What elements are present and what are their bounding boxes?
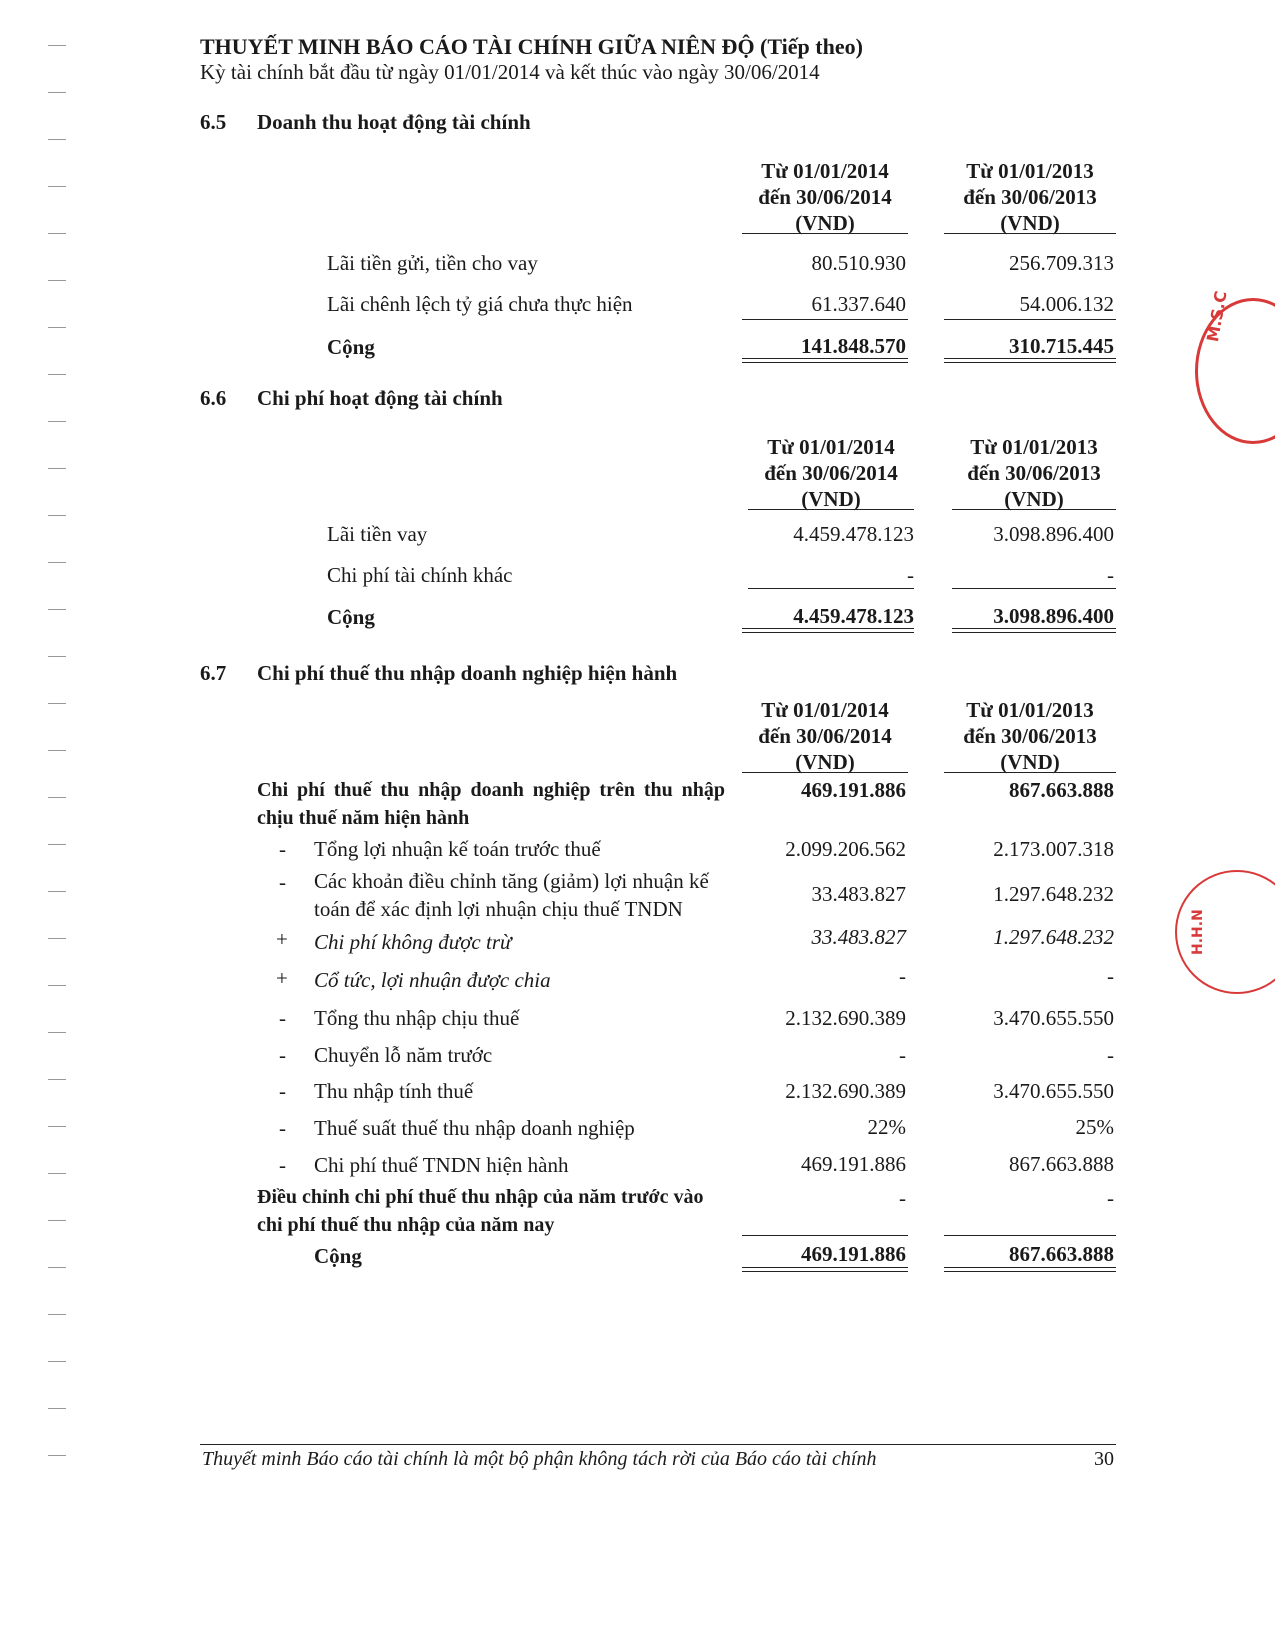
subtotal-rule-prior: [944, 319, 1116, 320]
row-bullet: -: [279, 837, 286, 861]
row-bullet: -: [279, 1153, 286, 1177]
row-value-prior: 256.709.313: [1009, 251, 1114, 275]
row-value-prior: -: [1107, 964, 1114, 988]
footer-note: Thuyết minh Báo cáo tài chính là một bộ phận không tách rời của Báo cáo tài chính: [202, 1448, 877, 1470]
margin-tick: [48, 609, 66, 610]
margin-tick: [48, 938, 66, 939]
row-value-current: -: [907, 563, 914, 587]
total-value-prior: 310.715.445: [1009, 334, 1114, 358]
row-value-current: 33.483.827: [811, 925, 906, 949]
margin-tick: [48, 1314, 66, 1315]
row-label: Lãi tiền vay: [327, 522, 428, 546]
section-title-6-6: Chi phí hoạt động tài chính: [257, 386, 503, 410]
row-value-current: 2.132.690.389: [785, 1006, 906, 1030]
footer-rule: [200, 1444, 1116, 1445]
row-bullet: -: [279, 870, 286, 894]
row-value-prior: -: [1107, 1043, 1114, 1067]
margin-tick: [48, 1455, 66, 1456]
row-label: Các khoản điều chỉnh tăng (giảm) lợi nhuận kế toán để xác định lợi nhuận chịu thuế TNDN: [314, 869, 709, 921]
margin-tick: [48, 186, 66, 187]
row-label: Chi phí thuế TNDN hiện hành: [314, 1153, 569, 1177]
row-value-prior: 1.297.648.232: [993, 882, 1114, 906]
column-header-current: Từ 01/01/2014 đến 30/06/2014 (VND): [764, 435, 898, 511]
margin-tick: [48, 844, 66, 845]
total-value-prior: 867.663.888: [1009, 1242, 1114, 1266]
subtotal-rule-current: [742, 319, 908, 320]
header-rule-current: [742, 772, 908, 773]
row-bullet: +: [276, 966, 288, 990]
total-value-prior: 3.098.896.400: [993, 604, 1114, 628]
column-header-current: Từ 01/01/2014 đến 30/06/2014 (VND): [758, 698, 892, 774]
row-label: Tổng thu nhập chịu thuế: [314, 1006, 520, 1030]
row-label: Lãi chênh lệch tỷ giá chưa thực hiện: [327, 292, 633, 316]
header-rule-current: [742, 233, 908, 234]
margin-tick: [48, 45, 66, 46]
row-value-prior: -: [1107, 563, 1114, 587]
row-label: Cổ tức, lợi nhuận được chia: [314, 968, 551, 992]
row-value-prior: 3.470.655.550: [993, 1006, 1114, 1030]
total-double-rule-current: [742, 358, 908, 363]
margin-tick: [48, 1267, 66, 1268]
total-label: Cộng: [314, 1244, 362, 1268]
row-value-current: 22%: [867, 1115, 906, 1139]
header-rule-prior: [944, 233, 1116, 234]
header-rule-prior: [952, 509, 1116, 510]
row-label: Thuế suất thuế thu nhập doanh nghiệp: [314, 1116, 635, 1140]
margin-tick: [48, 421, 66, 422]
section-number-6-7: 6.7: [200, 661, 227, 685]
total-double-rule-prior: [944, 1267, 1116, 1272]
adjustment-row-label: Điều chỉnh chi phí thuế thu nhập của năm trước vào chi phí thuế thu nhập của năm nay: [257, 1186, 704, 1236]
row-value-current: 2.099.206.562: [785, 837, 906, 861]
row-value-current: -: [899, 964, 906, 988]
row-value-prior: 3.098.896.400: [993, 522, 1114, 546]
header-rule-prior: [944, 772, 1116, 773]
main-row-value-prior: 867.663.888: [1009, 778, 1114, 802]
row-value-prior: 3.470.655.550: [993, 1079, 1114, 1103]
total-double-rule-current: [742, 628, 914, 633]
column-header-prior: Từ 01/01/2013 đến 30/06/2013 (VND): [963, 698, 1097, 774]
section-title-6-5: Doanh thu hoạt động tài chính: [257, 110, 531, 134]
row-bullet: -: [279, 1116, 286, 1140]
adjustment-value-current: -: [899, 1186, 906, 1210]
margin-tick: [48, 139, 66, 140]
margin-tick: [48, 1032, 66, 1033]
row-value-current: 4.459.478.123: [793, 522, 914, 546]
margin-tick: [48, 1361, 66, 1362]
margin-tick: [48, 750, 66, 751]
subtotal-rule-current: [748, 588, 914, 589]
row-label: Lãi tiền gửi, tiền cho vay: [327, 251, 538, 275]
section-title-6-7: Chi phí thuế thu nhập doanh nghiệp hiện hành: [257, 661, 678, 685]
total-double-rule-prior: [944, 358, 1116, 363]
margin-tick: [48, 797, 66, 798]
row-label: Thu nhập tính thuế: [314, 1079, 474, 1103]
page-number: 30: [1094, 1448, 1114, 1470]
total-double-rule-prior: [952, 628, 1116, 633]
row-value-prior: 1.297.648.232: [993, 925, 1114, 949]
row-label: Chuyển lỗ năm trước: [314, 1043, 493, 1067]
row-label: Tổng lợi nhuận kế toán trước thuế: [314, 837, 601, 861]
row-value-prior: 867.663.888: [1009, 1152, 1114, 1176]
adjustment-value-prior: -: [1107, 1186, 1114, 1210]
margin-tick: [48, 327, 66, 328]
row-value-prior: 54.006.132: [1019, 292, 1114, 316]
subtotal-rule-current: [742, 1235, 908, 1236]
stamp-text-top: M.S.C: [1203, 289, 1231, 344]
row-value-current: 2.132.690.389: [785, 1079, 906, 1103]
row-value-current: -: [899, 1043, 906, 1067]
row-bullet: -: [279, 1006, 286, 1030]
margin-tick: [48, 1079, 66, 1080]
row-bullet: -: [279, 1043, 286, 1067]
margin-tick: [48, 985, 66, 986]
margin-tick: [48, 562, 66, 563]
total-value-current: 4.459.478.123: [793, 604, 914, 628]
total-double-rule-current: [742, 1267, 908, 1272]
page-subtitle: Kỳ tài chính bắt đầu từ ngày 01/01/2014 và kết thúc vào ngày 30/06/2014: [200, 60, 820, 84]
margin-tick: [48, 92, 66, 93]
total-value-current: 469.191.886: [801, 1242, 906, 1266]
margin-tick: [48, 1126, 66, 1127]
stamp-text-bottom: H.H.N: [1190, 909, 1206, 955]
margin-tick: [48, 1173, 66, 1174]
row-label: Chi phí không được trừ: [314, 930, 512, 954]
margin-tick: [48, 656, 66, 657]
margin-tick: [48, 280, 66, 281]
row-value-current: 33.483.827: [811, 882, 906, 906]
section-number-6-6: 6.6: [200, 386, 227, 410]
total-label: Cộng: [327, 605, 375, 629]
margin-tick: [48, 1408, 66, 1409]
column-header-prior: Từ 01/01/2013 đến 30/06/2013 (VND): [963, 159, 1097, 235]
margin-tick: [48, 891, 66, 892]
column-header-current: Từ 01/01/2014 đến 30/06/2014 (VND): [758, 159, 892, 235]
row-value-current: 61.337.640: [811, 292, 906, 316]
margin-tick: [48, 233, 66, 234]
row-value-prior: 25%: [1075, 1115, 1114, 1139]
section-number-6-5: 6.5: [200, 110, 227, 134]
row-value-prior: 2.173.007.318: [993, 837, 1114, 861]
column-header-prior: Từ 01/01/2013 đến 30/06/2013 (VND): [967, 435, 1101, 511]
total-label: Cộng: [327, 335, 375, 359]
subtotal-rule-prior: [944, 1235, 1116, 1236]
margin-tick: [48, 468, 66, 469]
header-rule-current: [748, 509, 914, 510]
margin-tick: [48, 515, 66, 516]
main-row-label: Chi phí thuế thu nhập doanh nghiệp trên thu nhập chịu thuế năm hiện hành: [257, 779, 725, 829]
row-value-current: 80.510.930: [811, 251, 906, 275]
margin-tick: [48, 1220, 66, 1221]
row-label: Chi phí tài chính khác: [327, 563, 513, 587]
total-value-current: 141.848.570: [801, 334, 906, 358]
main-row-value-current: 469.191.886: [801, 778, 906, 802]
margin-tick: [48, 703, 66, 704]
subtotal-rule-prior: [952, 588, 1116, 589]
row-value-current: 469.191.886: [801, 1152, 906, 1176]
row-bullet: -: [279, 1079, 286, 1103]
margin-tick: [48, 374, 66, 375]
row-bullet: +: [276, 927, 288, 951]
page-title: THUYẾT MINH BÁO CÁO TÀI CHÍNH GIỮA NIÊN ĐỘ (Tiếp theo): [200, 34, 863, 59]
